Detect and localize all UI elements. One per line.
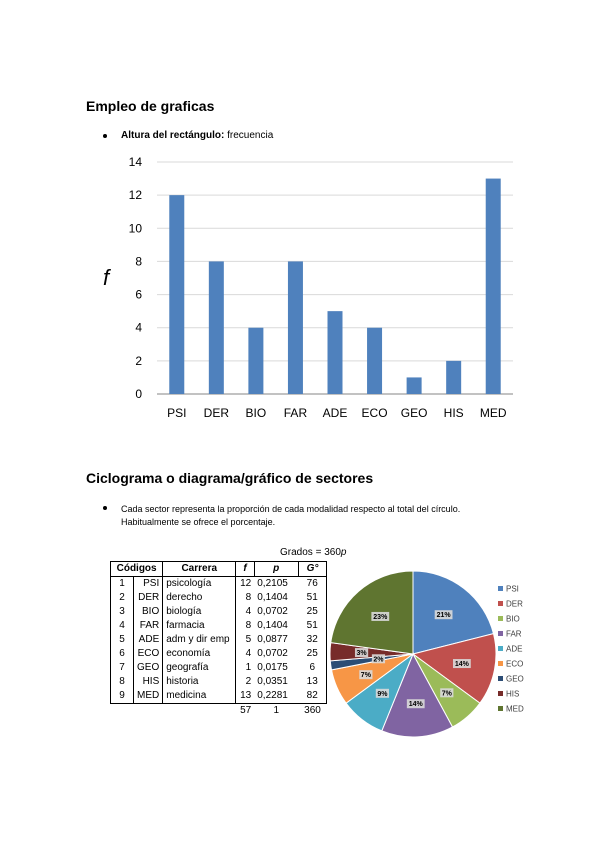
y-tick-label: 12: [128, 188, 142, 203]
row-carrera: historia: [163, 675, 236, 689]
row-number: 4: [111, 619, 134, 633]
header-p: p: [254, 562, 298, 577]
legend-swatch-der: [498, 601, 503, 606]
row-p: 0,0877: [257, 634, 288, 645]
row-p: 0,0351: [257, 676, 288, 687]
row-f: 8: [245, 592, 252, 603]
total-g: 360: [304, 705, 321, 716]
row-code: BIO: [134, 605, 163, 619]
header-f: f: [236, 562, 255, 577]
legend-swatch-med: [498, 706, 503, 711]
y-tick-label: 2: [135, 353, 142, 368]
table-row: [111, 591, 327, 605]
row-number: 1: [111, 577, 134, 592]
bullet-rest: frecuencia: [224, 130, 274, 141]
row-g: 25: [298, 647, 327, 661]
legend-swatch-eco: [498, 661, 503, 666]
table-totals-row: [111, 704, 327, 719]
pie-chart-slices: [330, 571, 496, 737]
pie-data-label: 3%: [356, 650, 367, 658]
legend-label-geo: GEO: [506, 674, 524, 684]
row-p: 0,1404: [257, 620, 288, 631]
legend-swatch-ade: [498, 646, 503, 651]
legend-label-med: MED: [506, 704, 524, 714]
legend-label-eco: ECO: [506, 659, 524, 669]
table-row: [111, 647, 327, 661]
x-tick-label: BIO: [245, 406, 267, 420]
row-p: 0,1404: [257, 592, 288, 603]
y-tick-label: 0: [135, 387, 142, 401]
x-tick-label: PSI: [167, 406, 187, 420]
bar-ade: [328, 311, 343, 394]
row-f: 8: [245, 620, 252, 631]
row-code: ECO: [134, 647, 163, 661]
bullet-dot: [103, 506, 107, 510]
grados-text: Grados = 360: [280, 547, 341, 558]
bullet-text-2-line2: Habitualmente se ofrece el porcentaje.: [121, 517, 276, 527]
legend-swatch-his: [498, 691, 503, 696]
legend-label-bio: BIO: [506, 614, 520, 624]
x-tick-label: ECO: [361, 406, 388, 420]
x-tick-label: ADE: [322, 406, 348, 420]
bar-psi: [169, 195, 184, 394]
x-tick-label: HIS: [443, 406, 464, 420]
x-tick-label: FAR: [283, 406, 308, 420]
pie-data-label: 14%: [454, 661, 469, 669]
row-carrera: biología: [163, 605, 236, 619]
bar-geo: [407, 377, 422, 394]
pie-chart: [320, 560, 540, 750]
table-row: [111, 619, 327, 633]
row-code: DER: [134, 591, 163, 605]
row-code: HIS: [134, 675, 163, 689]
codes-table: [110, 561, 327, 718]
pie-data-label: 14%: [408, 701, 423, 709]
pie-data-label: 23%: [373, 613, 388, 621]
section1-title: Empleo de graficas: [86, 98, 215, 114]
table-row: [111, 689, 327, 704]
row-f: 13: [236, 689, 255, 704]
row-number: 9: [111, 689, 134, 704]
table-row: [111, 605, 327, 619]
row-number: 5: [111, 633, 134, 647]
row-g: 76: [298, 577, 327, 592]
row-number: 7: [111, 661, 134, 675]
bullet-bold: Altura del rectángulo:: [121, 130, 225, 141]
row-carrera: farmacia: [163, 619, 236, 633]
row-p: 0,0702: [257, 648, 288, 659]
pie-data-label: 2%: [373, 656, 384, 664]
table-row: [111, 577, 327, 592]
table-header-row: [111, 562, 327, 577]
row-g: 32: [298, 633, 327, 647]
row-number: 6: [111, 647, 134, 661]
row-number: 3: [111, 605, 134, 619]
table-row: [111, 675, 327, 689]
row-number: 8: [111, 675, 134, 689]
pie-chart-legend: [498, 585, 524, 714]
bar-chart-yticks: [129, 155, 143, 401]
table-row: [111, 633, 327, 647]
x-tick-label: MED: [479, 406, 507, 420]
bullet-text-2-line1: Cada sector representa la proporción de cada modalidad respecto al total del círculo.: [121, 504, 461, 514]
row-f: 1: [245, 662, 252, 673]
legend-label-his: HIS: [506, 689, 520, 699]
legend-label-psi: PSI: [506, 584, 519, 594]
total-f: 57: [240, 705, 252, 716]
x-tick-label: GEO: [400, 406, 428, 420]
row-carrera: economía: [163, 647, 236, 661]
y-tick-label: 14: [128, 155, 142, 169]
y-tick-label: 6: [135, 287, 142, 302]
bar-far: [288, 261, 303, 394]
bar-chart-bars: [169, 179, 500, 394]
row-g: 13: [298, 675, 327, 689]
row-code: PSI: [134, 577, 163, 592]
row-f: 2: [245, 676, 252, 687]
legend-swatch-psi: [498, 586, 503, 591]
x-tick-label: DER: [203, 406, 230, 420]
header-codigos: Códigos: [111, 562, 163, 577]
row-f: 4: [245, 606, 252, 617]
table-row: [111, 661, 327, 675]
row-p: 0,0175: [257, 662, 288, 673]
row-g: 82: [298, 689, 327, 704]
pie-data-label: 7%: [360, 672, 371, 680]
row-f: 12: [240, 578, 252, 589]
pie-data-label: 21%: [436, 612, 451, 620]
bar-der: [209, 261, 224, 394]
header-g: G°: [298, 562, 327, 577]
legend-label-ade: ADE: [506, 644, 523, 654]
row-g: 25: [298, 605, 327, 619]
row-p: 0,0702: [257, 606, 288, 617]
bar-med: [486, 179, 501, 394]
row-g: 6: [298, 661, 327, 675]
row-carrera: medicina: [163, 689, 236, 704]
y-tick-label: 4: [135, 320, 142, 335]
section2-title: Ciclograma o diagrama/gráfico de sectores: [86, 470, 374, 486]
row-number: 2: [111, 591, 134, 605]
row-carrera: geografía: [163, 661, 236, 675]
codes-table-body: [111, 577, 327, 704]
pie-data-label: 7%: [441, 690, 452, 698]
bar-his: [446, 361, 461, 394]
grados-label: [280, 547, 346, 558]
legend-swatch-bio: [498, 616, 503, 621]
bar-bio: [248, 328, 263, 394]
row-p: 0,2105: [257, 578, 288, 589]
legend-swatch-far: [498, 631, 503, 636]
pie-data-label: 9%: [377, 690, 388, 698]
row-carrera: psicología: [163, 577, 236, 592]
bar-eco: [367, 328, 382, 394]
row-code: FAR: [134, 619, 163, 633]
row-g: 51: [298, 591, 327, 605]
row-carrera: adm y dir emp: [163, 633, 236, 647]
legend-swatch-geo: [498, 676, 503, 681]
y-tick-label: 8: [135, 254, 142, 269]
row-p: 0,2281: [254, 689, 298, 704]
row-code: MED: [134, 689, 163, 704]
bar-chart-ylabel: f: [103, 265, 110, 290]
row-f: 5: [245, 634, 252, 645]
header-carrera: Carrera: [163, 562, 236, 577]
row-f: 4: [245, 648, 252, 659]
legend-label-far: FAR: [506, 629, 522, 639]
legend-label-der: DER: [506, 599, 523, 609]
row-code: ADE: [134, 633, 163, 647]
total-p: 1: [273, 705, 280, 716]
row-g: 51: [298, 619, 327, 633]
y-tick-label: 10: [128, 221, 142, 236]
row-carrera: derecho: [163, 591, 236, 605]
row-code: GEO: [134, 661, 163, 675]
grados-var: p: [340, 547, 347, 558]
bar-chart-categories: [167, 406, 507, 420]
